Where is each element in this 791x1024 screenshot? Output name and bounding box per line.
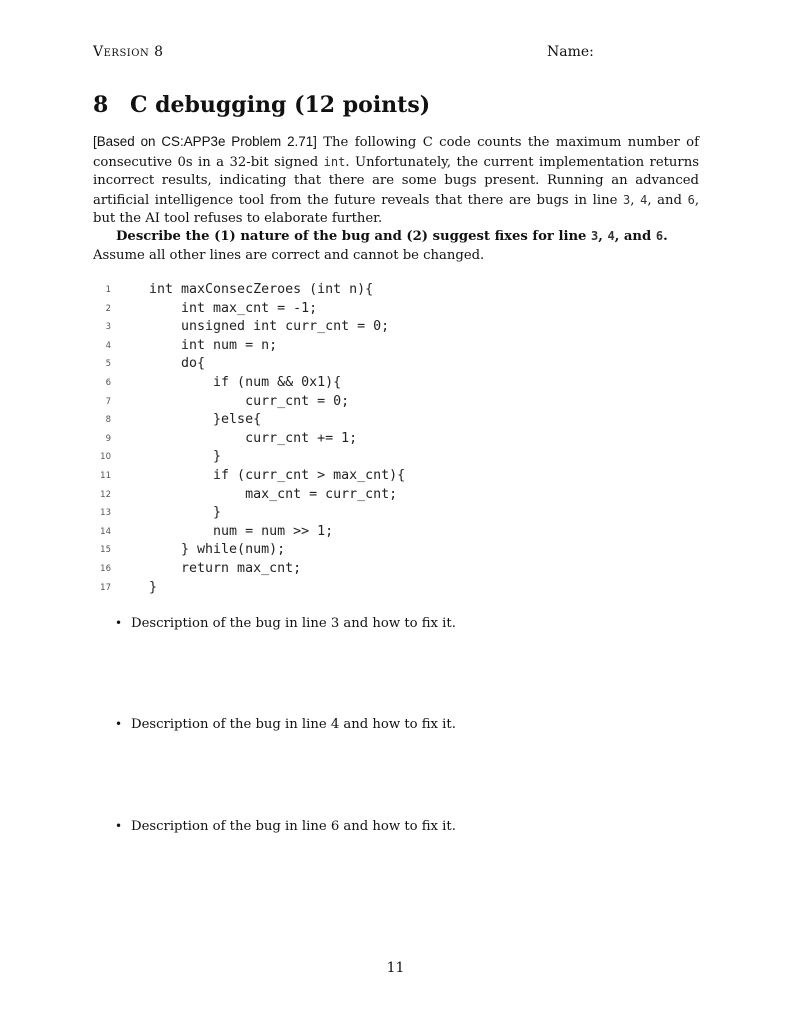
- intro-text-b: . Unfortunately, the current implementation returns incorrect results, indicating that there are some bugs present. Running an advanced artificial intelligence tool from the future reveals that there are bugs in line: [93, 154, 699, 208]
- code-line: [93, 467, 593, 486]
- line-number: 13: [100, 508, 111, 519]
- code-line: [93, 448, 593, 467]
- code-line: [93, 523, 593, 542]
- intro-text-a: The following C code counts the maximum number of consecutive 0s in a 32-bit signed: [93, 135, 699, 170]
- bullet-icon: •: [115, 616, 123, 630]
- code-text: curr_cnt += 1;: [149, 430, 358, 446]
- code-line: [93, 337, 593, 356]
- intro-sep-2: , and: [647, 192, 688, 208]
- line-number: 5: [105, 359, 111, 370]
- intro-line-6: 6: [687, 192, 695, 207]
- section-title-text: C debugging (12 points): [130, 92, 431, 118]
- line-number: 11: [100, 470, 111, 481]
- line-number: 17: [100, 582, 111, 593]
- version-label: Version 8: [93, 44, 164, 60]
- line-number: 1: [105, 285, 111, 295]
- code-line: [93, 281, 593, 300]
- instructions-sep-1: ,: [598, 229, 608, 244]
- code-line: [93, 393, 593, 412]
- intro-line-4: 4: [640, 192, 648, 207]
- instructions-paragraph: [93, 227, 699, 265]
- name-label: Name:: [547, 44, 594, 60]
- code-text: }: [149, 505, 222, 521]
- code-text: max_cnt = curr_cnt;: [149, 486, 398, 502]
- line-number: 10: [100, 452, 111, 463]
- code-text: return max_cnt;: [149, 560, 302, 576]
- section-number: 8: [93, 92, 109, 118]
- code-text: } while(num);: [149, 542, 286, 558]
- line-number: 2: [105, 303, 111, 314]
- line-number: 12: [100, 489, 111, 500]
- line-number: 14: [100, 526, 111, 537]
- source-reference: [Based on CS:APP3e Problem 2.71]: [93, 134, 317, 149]
- line-number: 6: [105, 377, 111, 388]
- instructions-line-3: 3: [591, 229, 599, 243]
- code-line: [93, 430, 593, 449]
- code-line: [93, 486, 593, 505]
- intro-code-int: int: [323, 154, 346, 169]
- code-text: int num = n;: [149, 337, 278, 353]
- instructions-line-6: 6: [655, 229, 664, 243]
- code-line: [93, 560, 593, 579]
- bullet-icon: •: [115, 717, 123, 731]
- code-text: if (curr_cnt > max_cnt){: [149, 467, 406, 483]
- instructions-line-4: 4: [607, 229, 615, 243]
- code-text: num = num >> 1;: [149, 523, 334, 539]
- code-text: if (num && 0x1){: [149, 374, 342, 390]
- code-text: unsigned int curr_cnt = 0;: [149, 319, 390, 335]
- code-text: curr_cnt = 0;: [149, 393, 350, 409]
- intro-line-3: 3: [623, 192, 631, 207]
- bullet-text: Description of the bug in line 6 and how to fix it.: [131, 819, 456, 834]
- bullet-item-line-4: [115, 717, 456, 732]
- page-header: [93, 44, 594, 64]
- bullet-item-line-3: [115, 616, 456, 631]
- code-line: [93, 504, 593, 523]
- line-number: 4: [105, 340, 111, 351]
- code-line: [93, 355, 593, 374]
- instructions-sep-2: , and: [614, 229, 656, 244]
- instructions-bold-a: Describe the (1) nature of the bug and (2) suggest fixes for line: [116, 229, 592, 244]
- intro-paragraph: [93, 133, 699, 229]
- code-listing: [93, 281, 593, 597]
- bullet-text: Description of the bug in line 4 and how to fix it.: [131, 717, 456, 732]
- intro-sep-1: ,: [630, 192, 641, 208]
- code-line: [93, 411, 593, 430]
- instructions-bold-text: [93, 229, 668, 244]
- instructions-dot: .: [663, 229, 668, 244]
- code-text: int max_cnt = -1;: [149, 300, 318, 316]
- line-number: 15: [100, 545, 111, 556]
- code-line: [93, 579, 593, 598]
- code-text: do{: [149, 356, 206, 372]
- section-title: [93, 92, 430, 118]
- code-line: [93, 541, 593, 560]
- code-text: }else{: [149, 412, 262, 428]
- bullet-text: Description of the bug in line 3 and how to fix it.: [131, 616, 456, 631]
- intro-text-c: , but the AI tool refuses to elaborate further.: [93, 192, 700, 226]
- page-number: 11: [386, 960, 405, 976]
- code-text: }: [149, 449, 222, 465]
- line-number: 9: [105, 433, 111, 444]
- code-line: [93, 300, 593, 319]
- code-line: [93, 318, 593, 337]
- line-number: 8: [105, 415, 111, 426]
- code-line: [93, 374, 593, 393]
- code-text: }: [149, 579, 158, 595]
- bullet-icon: •: [115, 819, 123, 833]
- bullet-item-line-6: [115, 819, 456, 834]
- line-number: 3: [105, 322, 111, 333]
- code-text: int maxConsecZeroes (int n){: [149, 282, 374, 297]
- line-number: 16: [100, 563, 111, 574]
- instructions-rest: Assume all other lines are correct and cannot be changed.: [93, 247, 485, 263]
- line-number: 7: [105, 396, 111, 407]
